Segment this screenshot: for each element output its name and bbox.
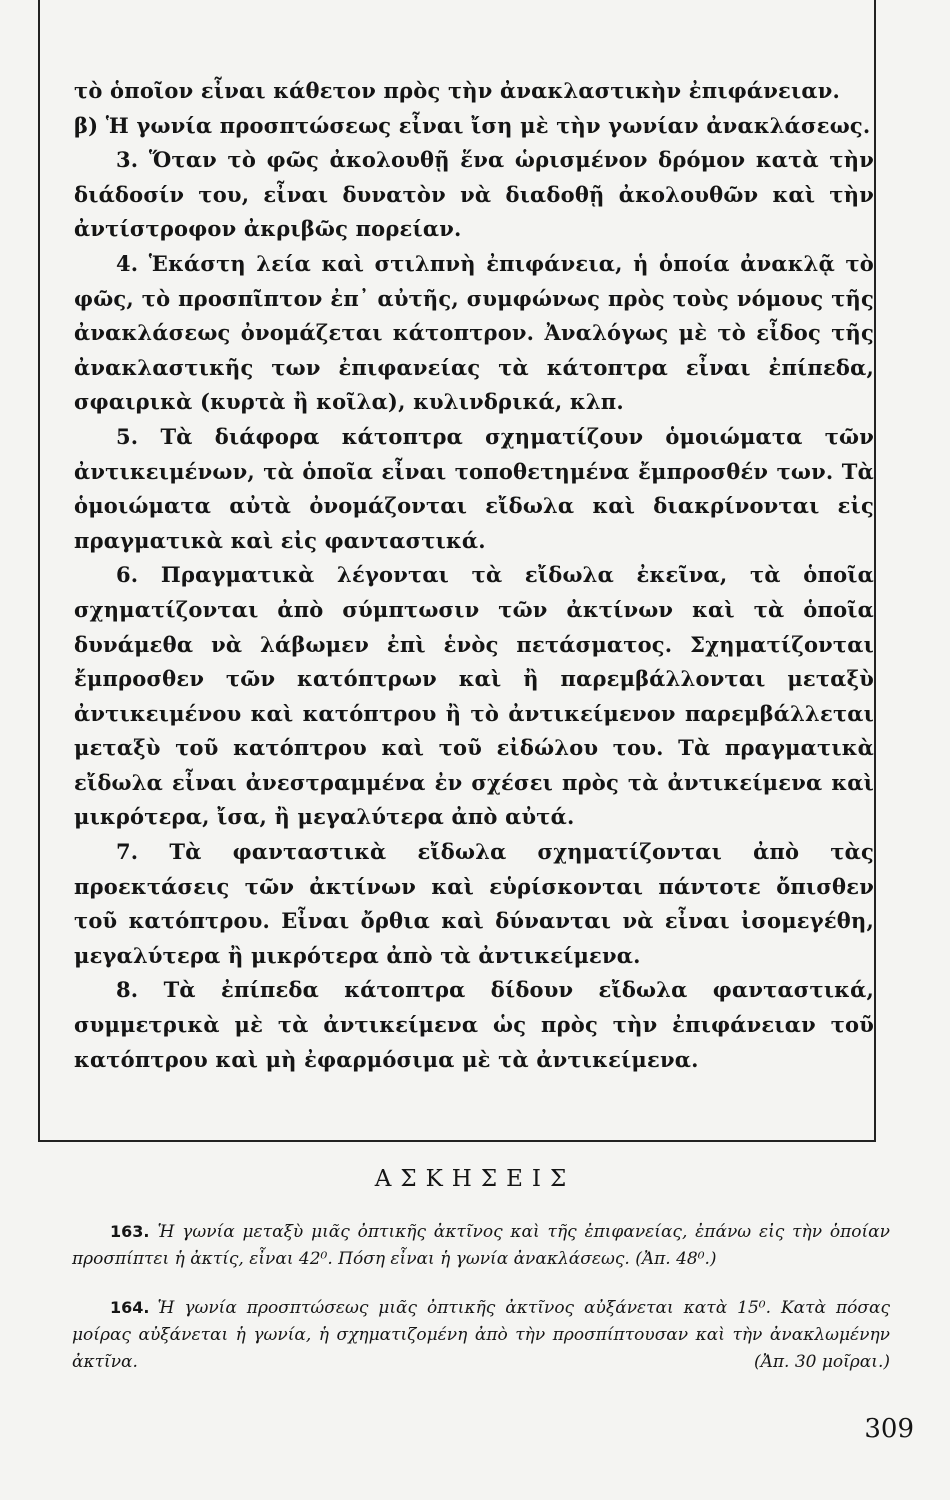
exercise-164 <box>72 1294 890 1376</box>
summary-point-3: 3. Ὅταν τὸ φῶς ἀκολουθῇ ἕνα ὡρισμένον δρόμον κατὰ τὴν διάδοσίν του, εἶναι δυνατὸν νὰ διαδοθῇ ἀκολουθῶν καὶ τὴν ἀντίστροφον ἀκριβῶς πορείαν. <box>74 147 874 242</box>
exercises-heading: ΑΣΚΗΣΕΙΣ <box>374 1166 576 1192</box>
page-number: 309 <box>864 1414 914 1444</box>
summary-text <box>74 74 874 1077</box>
exercise-163 <box>72 1218 890 1273</box>
summary-point-6: 6. Πραγματικὰ λέγονται τὰ εἴδωλα ἐκεῖνα, τὰ ὁποῖα σχηματίζονται ἀπὸ σύμπτωσιν τῶν ἀκτίνων καὶ τὰ ὁποῖα δυνάμεθα νὰ λάβωμεν ἐπὶ ἑνὸς πετάσματος. Σχηματίζονται ἔμπροσθεν τῶν κατόπτρων καὶ ἢ παρεμβάλλονται μεταξὺ ἀντικειμένου καὶ κατόπτρου ἢ τὸ ἀντικείμενον παρεμβάλλεται μεταξὺ τοῦ κατόπτρου καὶ τοῦ εἰδώλου του. Τὰ πραγματικὰ εἴδωλα εἶναι ἀνεστραμμένα ἐν σχέσει πρὸς τὰ ἀντικείμενα καὶ μικρότερα, ἴσα, ἢ μεγαλύτερα ἀπὸ αὐτά. <box>74 562 874 830</box>
summary-point-4: 4. Ἑκάστη λεία καὶ στιλπνὴ ἐπιφάνεια, ἡ ὁποία ἀνακλᾷ τὸ φῶς, τὸ προσπῖπτον ἐπ᾽ αὐτῆς, συμφώνως πρὸς τοὺς νόμους τῆς ἀνακλάσεως ὀνομάζεται κάτοπτρον. Ἀναλόγως μὲ τὸ εἶδος τῆς ἀνακλαστικῆς των ἐπιφανείας τὰ κάτοπτρα εἶναι ἐπίπεδα, σφαιρικὰ (κυρτὰ ἢ κοῖλα), κυλινδρικά, κλπ. <box>74 250 874 415</box>
summary-line-2: β) Ἡ γωνία προσπτώσεως εἶναι ἴση μὲ τὴν γωνίαν ἀνακλάσεως. <box>74 112 871 138</box>
summary-point-5: 5. Τὰ διάφορα κάτοπτρα σχηματίζουν ὁμοιώματα τῶν ἀντικειμένων, τὰ ὁποῖα εἶναι τοποθετημένα ἔμπροσθέν των. Τὰ ὁμοιώματα αὐτὰ ὀνομάζονται εἴδωλα καὶ διακρίνονται εἰς πραγματικὰ καὶ εἰς φανταστικά. <box>74 423 874 553</box>
summary-point-7: 7. Τὰ φανταστικὰ εἴδωλα σχηματίζονται ἀπὸ τὰς προεκτάσεις τῶν ἀκτίνων καὶ εὑρίσκονται πάντοτε ὄπισθεν τοῦ κατόπτρου. Εἶναι ὄρθια καὶ δύνανται νὰ εἶναι ἰσομεγέθη, μεγαλύτερα ἢ μικρότερα ἀπὸ τὰ ἀντικείμενα. <box>74 839 874 968</box>
boxed-summary <box>38 0 876 1142</box>
exercise-number: 163. <box>110 1222 150 1241</box>
exercise-number: 164. <box>110 1298 150 1317</box>
summary-line-1: τὸ ὁποῖον εἶναι κάθετον πρὸς τὴν ἀνακλαστικὴν ἐπιφάνειαν. <box>74 78 841 103</box>
exercise-answer: (Ἀπ. 30 μοῖραι.) <box>753 1352 890 1372</box>
exercise-text: Ἡ γωνία μεταξὺ μιᾶς ὀπτικῆς ἀκτῖνος καὶ τῆς ἐπιφανείας, ἐπάνω εἰς τὴν ὁποίαν προσπίπτει ἡ ἀκτίς, εἶναι 42⁰. Πόση εἶναι ἡ γωνία ἀνακλάσεως. (Ἀπ. 48⁰.) <box>72 1222 890 1269</box>
exercise-text: Ἡ γωνία προσπτώσεως μιᾶς ὀπτικῆς ἀκτῖνος αὐξάνεται κατὰ 15⁰. Κατὰ πόσας μοίρας αὐξάνεται ἡ γωνία, ἡ σχηματιζομένη ἀπὸ τὴν προσπίπτουσαν καὶ τὴν ἀνακλωμένην ἀκτῖνα. <box>72 1298 890 1372</box>
summary-point-8: 8. Τὰ ἐπίπεδα κάτοπτρα δίδουν εἴδωλα φανταστικά, συμμετρικὰ μὲ τὰ ἀντικείμενα ὡς πρὸς τὴν ἐπιφάνειαν τοῦ κατόπτρου καὶ μὴ ἐφαρμόσιμα μὲ τὰ ἀντικείμενα. <box>74 977 874 1072</box>
